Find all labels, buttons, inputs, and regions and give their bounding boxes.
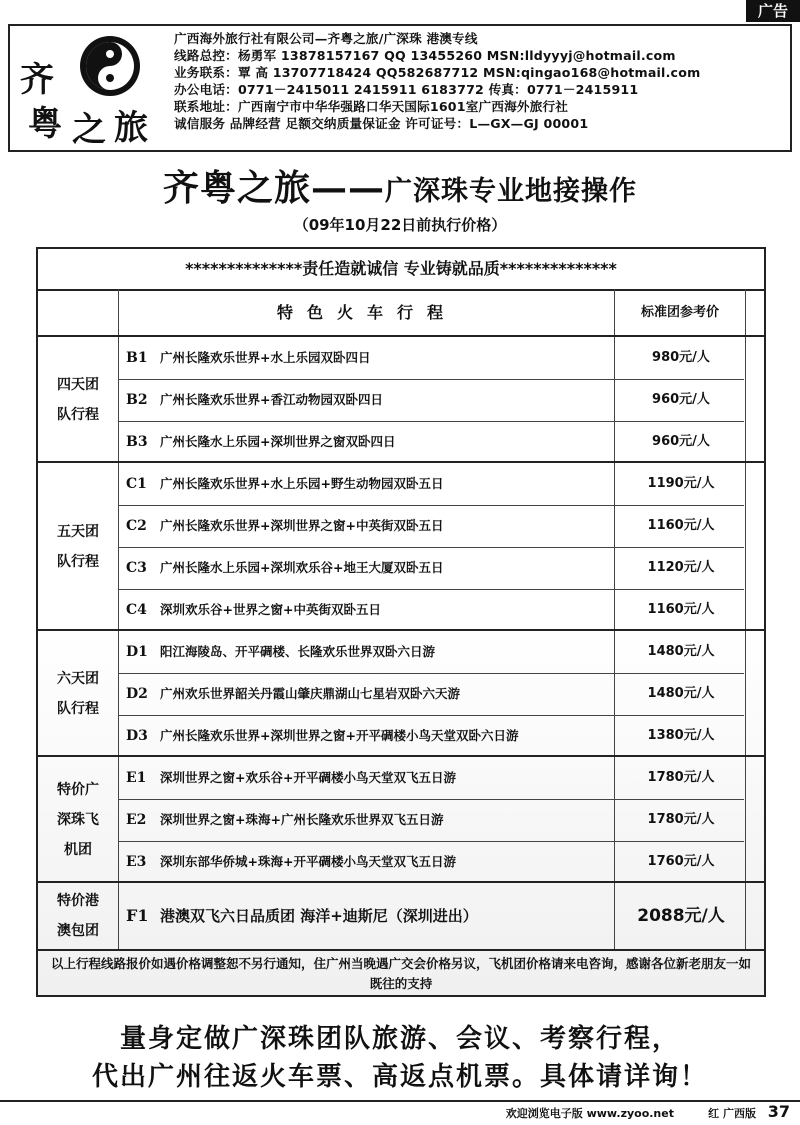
footnote: 以上行程线路报价如遇价格调整恕不另行通知，住广州当晚遇广交会价格另议，飞机团价格请来电咨询，感谢各位新老朋友一如既往的支持 xyxy=(38,949,764,995)
title-sub: 广深珠专业地接操作 xyxy=(385,176,637,207)
route-code: D2 xyxy=(126,686,148,702)
company-line: 广西海外旅行社有限公司—齐粤之旅/广深珠 港澳专线 xyxy=(174,31,478,46)
group-label xyxy=(38,370,118,430)
logo-char-3: 之 xyxy=(72,110,106,150)
manager-line: 线路总控：杨勇军 13878157167 QQ 13455260 MSN:lldyyyj@hotmail.com xyxy=(174,48,676,63)
title-main: 齐粤之旅—— xyxy=(162,167,385,209)
route-code: B1 xyxy=(126,350,148,366)
group-label-line: 队行程 xyxy=(57,554,99,570)
price-date-note: （09年10月22日前执行价格） xyxy=(293,216,507,234)
table-row xyxy=(120,673,746,715)
group-label xyxy=(38,886,118,946)
route-price: 1480元/人 xyxy=(647,686,715,701)
logo-char-2: 粤 xyxy=(28,104,62,144)
logo-char-4: 旅 xyxy=(114,108,148,148)
address-line: 联系地址：广西南宁市中华华强路口华天国际1601室广西海外旅行社 xyxy=(174,99,569,114)
route-code: C1 xyxy=(126,476,147,492)
page-title xyxy=(0,160,800,211)
route-code: B2 xyxy=(126,392,148,408)
group-label xyxy=(38,517,118,577)
group-label-line: 特价港 xyxy=(57,893,99,909)
group-label-line: 队行程 xyxy=(57,701,99,717)
route-code: E3 xyxy=(126,854,147,870)
route-name: 广州长隆水上乐园+深圳欢乐谷+地王大厦双卧五日 xyxy=(160,560,444,575)
route-name: 深圳欢乐谷+世界之窗+中英街双卧五日 xyxy=(160,602,381,617)
sales-line: 业务联系：覃 高 13707718424 QQ582687712 MSN:qingao168@hotmail.com xyxy=(174,65,701,80)
promo-line-1: 量身定做广深珠团队旅游、会议、考察行程， xyxy=(119,1024,680,1054)
footer-brand: 红 广西版 xyxy=(708,1107,756,1120)
route-code: F1 xyxy=(126,906,149,925)
table-row xyxy=(120,379,746,421)
promo-banner xyxy=(0,1020,800,1096)
promo-line-2: 代出广州往返火车票、高返点机票。具体请详询！ xyxy=(91,1062,708,1092)
route-name: 广州欢乐世界韶关丹霞山肇庆鼎湖山七星岩双卧六天游 xyxy=(160,686,461,701)
route-price: 980元/人 xyxy=(652,350,710,365)
table-row xyxy=(120,421,746,463)
group-label-line: 四天团 xyxy=(57,377,99,393)
route-price: 1120元/人 xyxy=(647,560,715,575)
route-price: 1760元/人 xyxy=(647,854,715,869)
divider xyxy=(118,289,119,951)
footer-site: 欢迎浏览电子版 www.zyoo.net xyxy=(505,1107,674,1120)
group-label xyxy=(38,664,118,724)
route-name: 广州长隆水上乐园+深圳世界之窗双卧四日 xyxy=(160,434,396,449)
table-row xyxy=(120,799,746,841)
agency-logo xyxy=(14,30,162,148)
route-name: 广州长隆欢乐世界+水上乐园+野生动物园双卧五日 xyxy=(160,476,444,491)
route-name: 广州长隆欢乐世界+深圳世界之窗+开平碉楼小鸟天堂双卧六日游 xyxy=(160,728,519,743)
route-price: 1780元/人 xyxy=(647,770,715,785)
table-row xyxy=(120,463,746,505)
table-row xyxy=(120,631,746,673)
route-price: 1160元/人 xyxy=(647,518,715,533)
table-row xyxy=(120,337,746,379)
route-code: E2 xyxy=(126,812,147,828)
agency-header xyxy=(8,24,792,152)
route-code: D1 xyxy=(126,644,148,660)
phone-line: 办公电话：0771－2415011 2415911 6183772 传真：0771－2415911 xyxy=(174,82,639,97)
group-label xyxy=(38,775,118,865)
route-code: C4 xyxy=(126,602,147,618)
ad-tag: 广告 xyxy=(746,0,800,22)
route-price: 1160元/人 xyxy=(647,602,715,617)
license-line: 诚信服务 品牌经营 足额交纳质量保证金 许可证号：L—GX—GJ 00001 xyxy=(174,116,589,131)
route-price: 1480元/人 xyxy=(647,644,715,659)
route-price: 2088元/人 xyxy=(637,906,725,926)
group-label-line: 特价广 xyxy=(57,782,99,798)
route-code: C2 xyxy=(126,518,147,534)
table-row xyxy=(120,841,746,883)
column-header-price: 标准团参考价 xyxy=(640,305,719,320)
route-price: 960元/人 xyxy=(652,392,710,407)
route-name: 广州长隆欢乐世界+深圳世界之窗+中英街双卧五日 xyxy=(160,518,444,533)
group-label-line: 五天团 xyxy=(57,524,99,540)
group-label-line: 澳包团 xyxy=(57,923,99,939)
contact-info xyxy=(174,30,784,132)
route-name: 阳江海陵岛、开平碉楼、长隆欢乐世界双卧六日游 xyxy=(160,644,436,659)
group-label-line: 深珠飞 xyxy=(57,812,99,828)
route-code: D3 xyxy=(126,728,148,744)
page-footer xyxy=(0,1100,800,1125)
slogan: **************责任造就诚信 专业铸就品质************** xyxy=(38,249,764,291)
table-row xyxy=(120,547,746,589)
route-code: E1 xyxy=(126,770,147,786)
route-name: 深圳东部华侨城+珠海+开平碉楼小鸟天堂双飞五日游 xyxy=(160,854,456,869)
group-label-line: 队行程 xyxy=(57,407,99,423)
route-code: C3 xyxy=(126,560,147,576)
table-row xyxy=(120,715,746,757)
route-name: 深圳世界之窗+欢乐谷+开平碉楼小鸟天堂双飞五日游 xyxy=(160,770,456,785)
group-label-line: 六天团 xyxy=(57,671,99,687)
route-price-table xyxy=(36,247,766,997)
column-header-routes: 特色火车行程 xyxy=(276,303,457,322)
group-label-line: 机团 xyxy=(64,842,92,858)
logo-char-1: 齐 xyxy=(20,60,54,100)
route-name: 深圳世界之窗+珠海+广州长隆欢乐世界双飞五日游 xyxy=(160,812,444,827)
route-price: 1190元/人 xyxy=(647,476,715,491)
route-price: 1380元/人 xyxy=(647,728,715,743)
table-row xyxy=(120,757,746,799)
route-name: 港澳双飞六日品质团 海洋+迪斯尼（深圳进出） xyxy=(160,907,478,925)
route-price: 1780元/人 xyxy=(647,812,715,827)
page-number: 37 xyxy=(767,1102,790,1121)
route-name: 广州长隆欢乐世界+香江动物园双卧四日 xyxy=(160,392,383,407)
route-code: B3 xyxy=(126,434,148,450)
table-row xyxy=(120,589,746,631)
route-name: 广州长隆欢乐世界+水上乐园双卧四日 xyxy=(160,350,371,365)
route-price: 960元/人 xyxy=(652,434,710,449)
table-row xyxy=(120,505,746,547)
table-row xyxy=(120,883,746,949)
